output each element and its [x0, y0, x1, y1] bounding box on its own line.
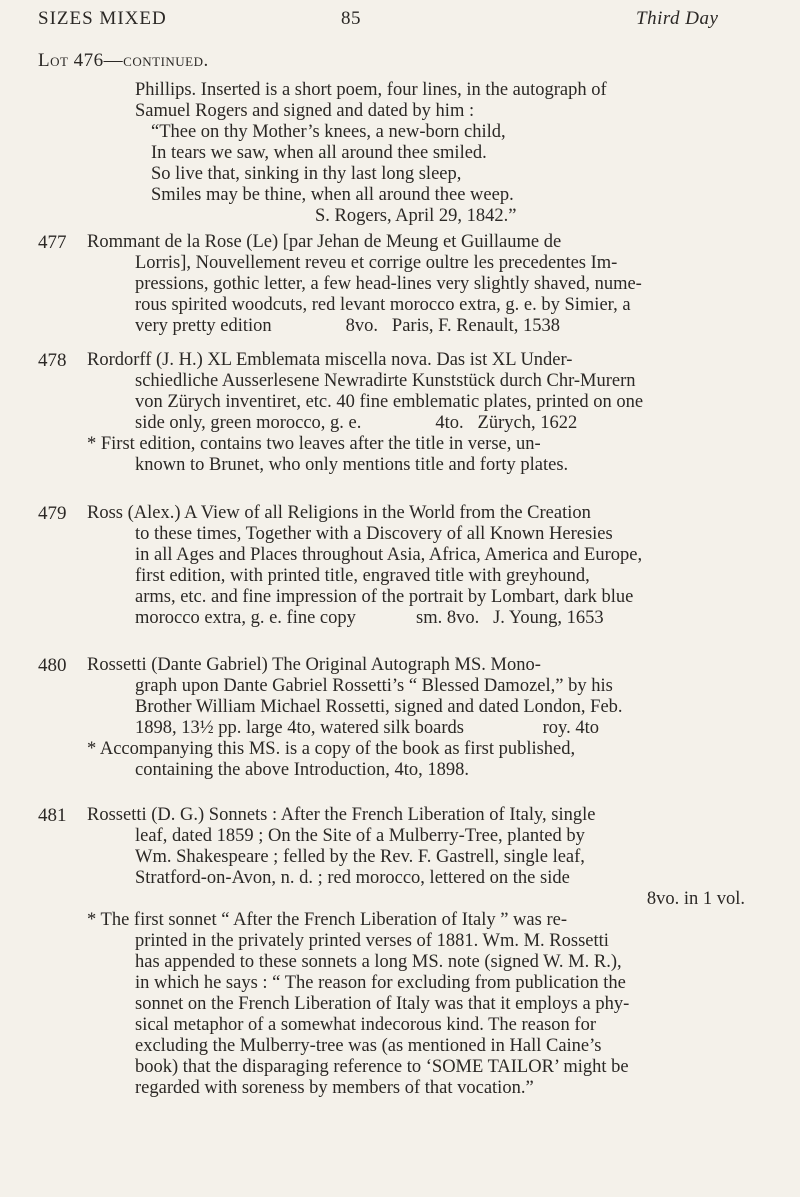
header-day: Third Day: [636, 8, 719, 29]
lot-479-line: first edition, with printed title, engraved title with greyhound,: [135, 566, 590, 586]
lot-481-line: leaf, dated 1859 ; On the Site of a Mulberry-Tree, planted by: [135, 826, 585, 846]
lot-number: 479: [38, 503, 67, 524]
lot-481-note: * The first sonnet “ After the French Liberation of Italy ” was re-: [87, 910, 567, 930]
lot-481-note: regarded with soreness by members of that vocation.”: [135, 1078, 534, 1098]
page-header: [38, 8, 748, 34]
lot-480-note: * Accompanying this MS. is a copy of the book as first published,: [87, 739, 576, 759]
lot-number: 481: [38, 805, 67, 826]
page-number: 85: [341, 8, 361, 29]
lot-481-line: Wm. Shakespeare ; felled by the Rev. F. Gastrell, single leaf,: [135, 847, 585, 867]
poem-signature: S. Rogers, April 29, 1842.”: [315, 206, 517, 226]
poem-line: In tears we saw, when all around thee smiled.: [151, 143, 487, 163]
lot-481-note: sonnet on the French Liberation of Italy was that it employs a phy-: [135, 994, 630, 1014]
lot-477-line: Lorris], Nouvellement reveu et corrige oultre les precedentes Im-: [135, 253, 618, 273]
lot-continued-heading: Lot 476—continued.: [38, 50, 209, 71]
lot-478-line: side only, green morocco, g. e. 4to. Zürych, 1622: [135, 413, 578, 433]
lot-481-note: in which he says : “ The reason for excluding from publication the: [135, 973, 626, 993]
lot-477-line: pressions, gothic letter, a few head-lines very slightly shaved, nume-: [135, 274, 642, 294]
lot-480-line: 1898, 13½ pp. large 4to, watered silk boards roy. 4to: [135, 718, 599, 738]
lot-481-note: sical metaphor of a somewhat indecorous kind. The reason for: [135, 1015, 596, 1035]
lot-479-line: in all Ages and Places throughout Asia, Africa, America and Europe,: [135, 545, 643, 565]
lot-478-line: schiedliche Ausserlesene Newradirte Kunststück durch Chr-Murern: [135, 371, 636, 391]
lot-481-line: Rossetti (D. G.) Sonnets : After the French Liberation of Italy, single: [87, 805, 596, 825]
lot-480-line: graph upon Dante Gabriel Rossetti’s “ Blessed Damozel,” by his: [135, 676, 613, 696]
lot-478-note: known to Brunet, who only mentions title and forty plates.: [135, 455, 569, 475]
lot-number: 478: [38, 350, 67, 371]
poem-line: So live that, sinking in thy last long sleep,: [151, 164, 462, 184]
lot-478-line: von Zürych inventiret, etc. 40 fine emblematic plates, printed on one: [135, 392, 644, 412]
poem-line: “Thee on thy Mother’s knees, a new-born child,: [151, 122, 506, 142]
lot-479-line: to these times, Together with a Discovery of all Known Heresies: [135, 524, 613, 544]
lot-477-line: Rommant de la Rose (Le) [par Jehan de Meung et Guillaume de: [87, 232, 562, 252]
lot-481-format: 8vo. in 1 vol.: [646, 889, 745, 909]
lot-number: 480: [38, 655, 67, 676]
lot-481-note: excluding the Mulberry-tree was (as mentioned in Hall Caine’s: [135, 1036, 602, 1056]
lot-481-line: Stratford-on-Avon, n. d. ; red morocco, lettered on the side: [135, 868, 570, 888]
lot-478-note: * First edition, contains two leaves after the title in verse, un-: [87, 434, 541, 454]
poem-line: Smiles may be thine, when all around thee weep.: [151, 185, 514, 205]
lot-476-line: Phillips. Inserted is a short poem, four lines, in the autograph of: [135, 80, 607, 100]
lot-479-line: morocco extra, g. e. fine copy sm. 8vo. J. Young, 1653: [135, 608, 604, 628]
lot-number: 477: [38, 232, 67, 253]
lot-478-line: Rordorff (J. H.) XL Emblemata miscella nova. Das ist XL Under-: [87, 350, 573, 370]
lot-480-note: containing the above Introduction, 4to, 1898.: [135, 760, 469, 780]
lot-476-line: Samuel Rogers and signed and dated by him :: [135, 101, 475, 121]
lot-481-note: book) that the disparaging reference to ‘SOME TAILOR’ might be: [135, 1057, 629, 1077]
lot-481-note: has appended to these sonnets a long MS. note (signed W. M. R.),: [135, 952, 622, 972]
lot-477-line: very pretty edition 8vo. Paris, F. Renault, 1538: [135, 316, 561, 336]
lot-479-line: Ross (Alex.) A View of all Religions in the World from the Creation: [87, 503, 591, 523]
lot-479-line: arms, etc. and fine impression of the portrait by Lombart, dark blue: [135, 587, 634, 607]
lot-481-note: printed in the privately printed verses of 1881. Wm. M. Rossetti: [135, 931, 609, 951]
lot-480-line: Rossetti (Dante Gabriel) The Original Autograph MS. Mono-: [87, 655, 541, 675]
lot-480-line: Brother William Michael Rossetti, signed and dated London, Feb.: [135, 697, 623, 717]
lot-477-line: rous spirited woodcuts, red levant morocco extra, g. e. by Simier, a: [135, 295, 631, 315]
header-section-title: SIZES MIXED: [38, 8, 167, 29]
